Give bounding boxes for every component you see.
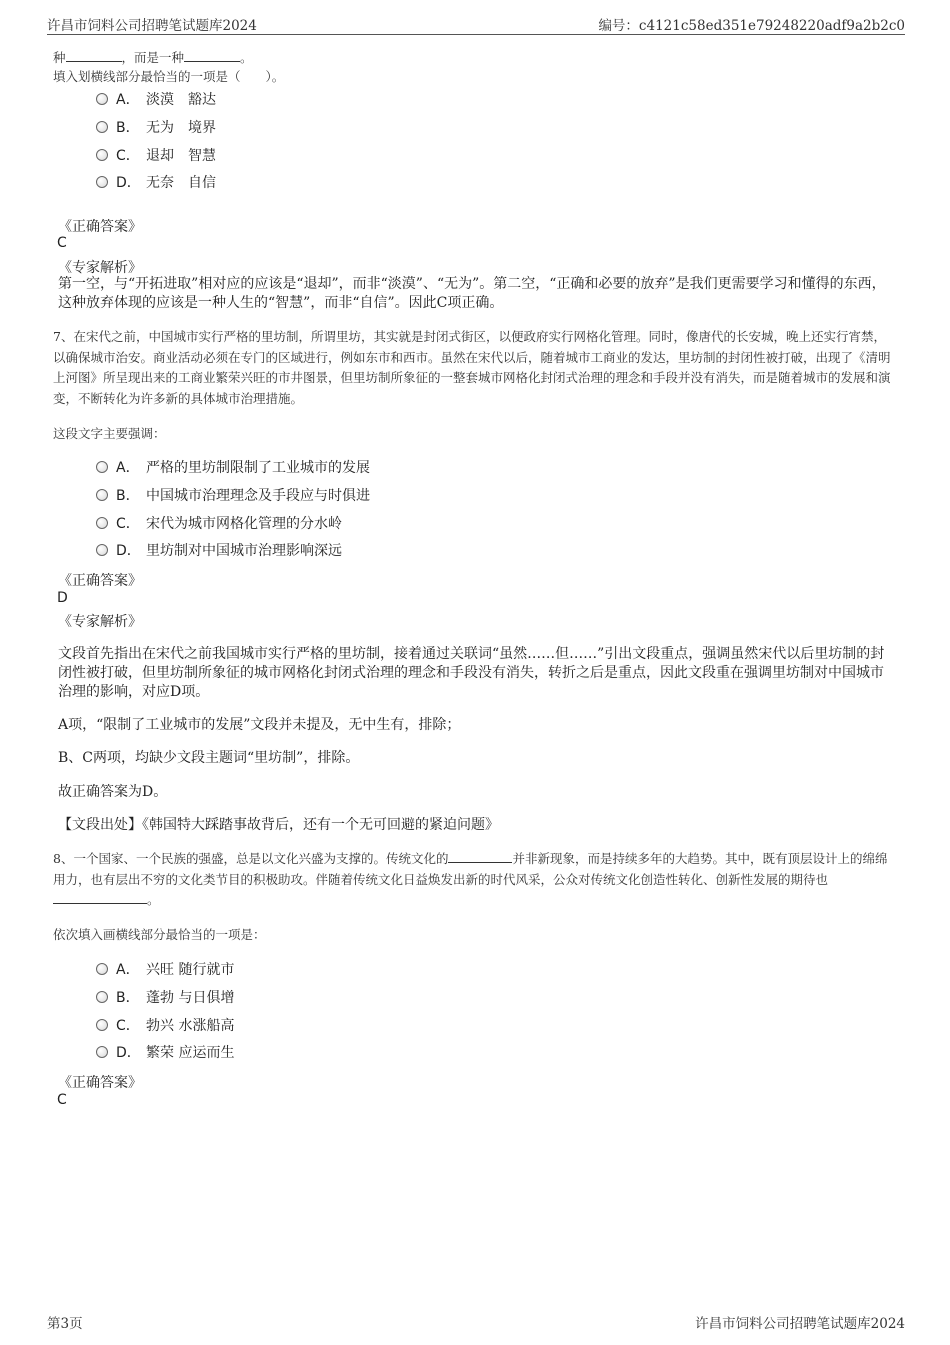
q7-option-b[interactable]: B． 中国城市治理理念及手段应与时俱进 — [96, 485, 370, 505]
q7-option-a[interactable]: A． 严格的里坊制限制了工业城市的发展 — [96, 457, 370, 477]
q8-option-d[interactable]: D． 繁荣 应运而生 — [96, 1042, 234, 1062]
q8-option-c[interactable]: C． 勃兴 水涨船高 — [96, 1015, 234, 1035]
q7-analysis-a: A项，“限制了工业城市的发展”文段并未提及，无中生有，排除； — [58, 717, 461, 733]
blank — [66, 48, 122, 62]
q7-analysis-bc: B、C两项，均缺少文段主题词“里坊制”，排除。 — [58, 750, 360, 766]
q7-analysis-label: 《专家解析》 — [58, 614, 142, 630]
q6-option-d[interactable]: D． 无奈 自信 — [96, 172, 216, 192]
radio-icon[interactable] — [96, 991, 108, 1003]
q8-passage: 8、一个国家、一个民族的强盛，总是以文化兴盛为支撑的。传统文化的 并非新现象，而是持续多年的大趋势。其中，既有顶层设计上的绵绵用力，也有层出不穷的文化类节目的积极助攻。伴随着传统文化日益焕发出新的时代风采，公众对传统文化创造性转化、创新性发展的期待也。 — [53, 851, 888, 907]
q7-option-d[interactable]: D． 里坊制对中国城市治理影响深远 — [96, 540, 342, 560]
q6-answer: C — [57, 235, 67, 251]
blank — [53, 890, 147, 904]
q7-analysis-main: 文段首先指出在宋代之前我国城市实行严格的里坊制，接着通过关联词“虽然……但……”引出文段重点，强调虽然宋代以后里坊制的封闭性被打破，但里坊制所象征的城市网格化封闭式治理的理念和手段没有消失，转折之后是重点，因此文段重在强调里坊制对中国城市治理的影响，对应D项。 — [58, 646, 885, 700]
q6-prompt: 填入划横线部分最恰当的一项是（ ）。 — [53, 69, 285, 84]
q7-answer: D — [57, 590, 68, 606]
q7-option-c[interactable]: C． 宋代为城市网格化管理的分水岭 — [96, 513, 342, 533]
q8-option-b[interactable]: B． 蓬勃 与日俱增 — [96, 987, 234, 1007]
q6-answer-label: 《正确答案》 — [58, 219, 142, 235]
header-title: 许昌市饲料公司招聘笔试题库2024 — [47, 18, 257, 34]
radio-icon[interactable] — [96, 1046, 108, 1058]
radio-icon[interactable] — [96, 149, 108, 161]
q8-answer-label: 《正确答案》 — [58, 1075, 142, 1091]
q6-option-a[interactable]: A． 淡漠 豁达 — [96, 89, 216, 109]
page-header — [47, 12, 905, 35]
radio-icon[interactable] — [96, 461, 108, 473]
q7-passage: 7、在宋代之前，中国城市实行严格的里坊制，所谓里坊，其实就是封闭式街区，以便政府实行网格化管理。同时，像唐代的长安城，晚上还实行宵禁，以确保城市治安。商业活动必须在专门的区域进行，例如东市和西市。虽然在宋代以后，随着城市工商业的发达，里坊制的封闭性被打破，出现了《清明上河图》所呈现出来的工商业繁荣兴旺的市井图景，但里坊制所象征的一整套城市网格化封闭式治理的理念和手段并没有消失，而是随着城市的发展和演变，不断转化为许多新的具体城市治理措施。 — [53, 329, 891, 406]
header-doc-id: 编号：c4121c58ed351e79248220adf9a2b2c0 — [598, 18, 905, 34]
q8-option-a[interactable]: A． 兴旺 随行就市 — [96, 959, 234, 979]
radio-icon[interactable] — [96, 544, 108, 556]
radio-icon[interactable] — [96, 517, 108, 529]
q6-analysis: 第一空，与“开拓进取”相对应的应该是“退却”，而非“淡漠”、“无为”。第二空，“正确和必要的放弃”是我们更需要学习和懂得的东西，这种放弃体现的应该是一种人生的“智慧”，而非“自信”。因此C项正确。 — [58, 276, 886, 311]
q8-prompt: 依次填入画横线部分最恰当的一项是： — [53, 927, 266, 942]
radio-icon[interactable] — [96, 121, 108, 133]
radio-icon[interactable] — [96, 489, 108, 501]
q6-stem: 种 ，而是一种 。 — [53, 50, 253, 65]
footer-title: 许昌市饲料公司招聘笔试题库2024 — [695, 1316, 905, 1332]
blank — [448, 849, 512, 863]
q6-analysis-label: 《专家解析》 — [58, 260, 142, 276]
radio-icon[interactable] — [96, 176, 108, 188]
radio-icon[interactable] — [96, 963, 108, 975]
page-number: 第3页 — [47, 1316, 83, 1332]
radio-icon[interactable] — [96, 1019, 108, 1031]
q6-option-c[interactable]: C． 退却 智慧 — [96, 145, 216, 165]
blank — [184, 48, 240, 62]
q8-answer: C — [57, 1092, 67, 1108]
q7-source: 【文段出处】《韩国特大踩踏事故背后，还有一个无可回避的紧迫问题》 — [58, 817, 499, 833]
q7-answer-label: 《正确答案》 — [58, 573, 142, 589]
q7-prompt: 这段文字主要强调： — [53, 426, 166, 441]
q7-analysis-conclusion: 故正确答案为D。 — [58, 784, 168, 800]
radio-icon[interactable] — [96, 93, 108, 105]
q6-option-b[interactable]: B． 无为 境界 — [96, 117, 216, 137]
